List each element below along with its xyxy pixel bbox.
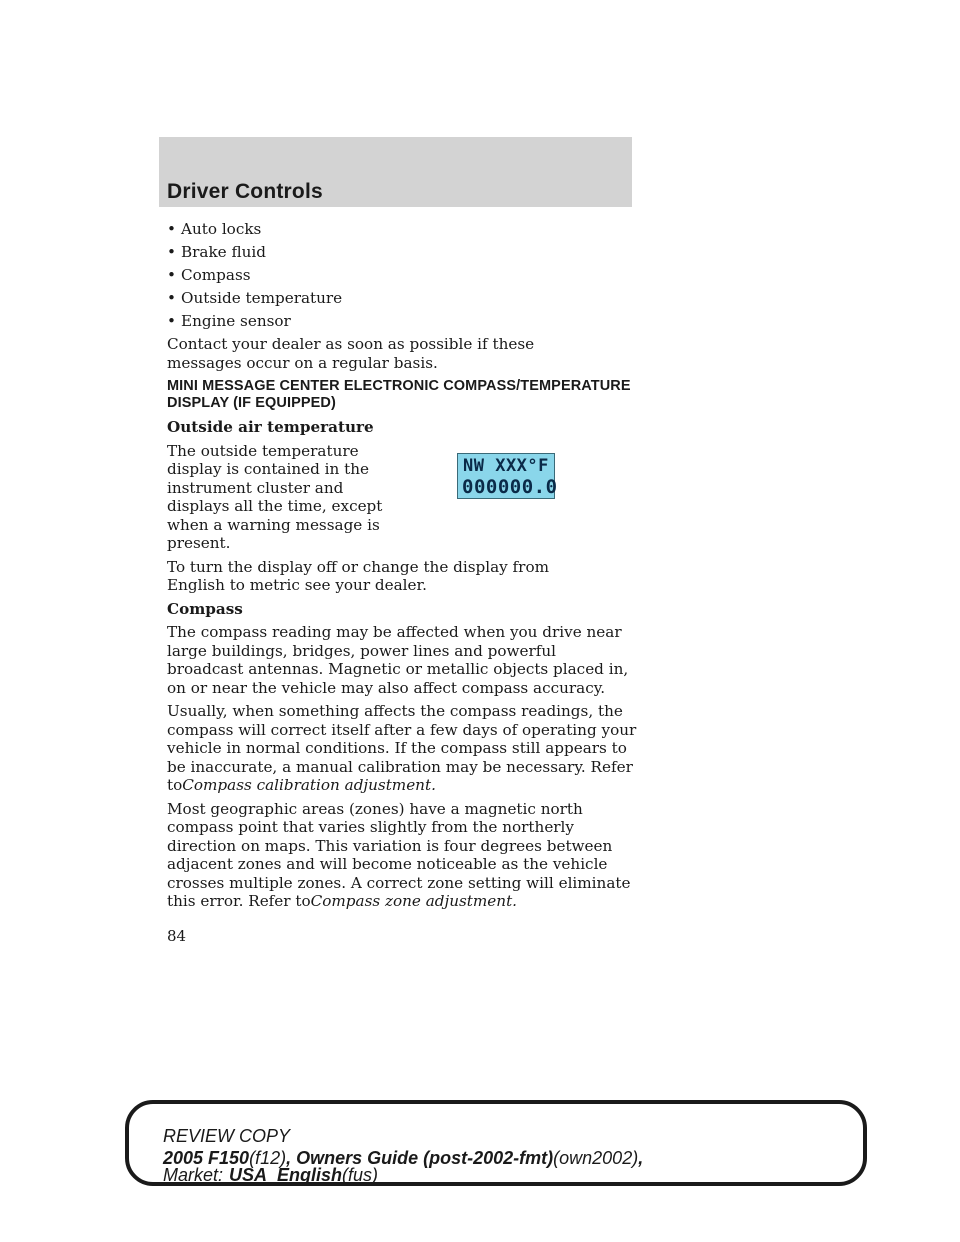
outside-air-paragraph: The outside temperature display is contained in the instrument cluster and displays all the time, except when a warning message is present. bbox=[167, 441, 383, 552]
section-title: Driver Controls bbox=[167, 180, 323, 203]
section-header-bar bbox=[159, 137, 632, 207]
list-item: • Auto locks bbox=[167, 220, 262, 238]
contact-dealer-paragraph: Contact your dealer as soon as possible if these messages occur on a regular basis. bbox=[167, 335, 535, 372]
list-item: • Engine sensor bbox=[167, 312, 291, 330]
compass-paragraph-2: Usually, when something affects the compass readings, the compass will correct itself after a few days of operating your vehicle in normal conditions. If the compass still appears to be inaccurate, a manual calibration may be necessary. Refer toCompass calibration adjustment. bbox=[167, 702, 637, 794]
page-number: 84 bbox=[167, 927, 187, 945]
list-item: • Compass bbox=[167, 266, 251, 284]
compass-heading: Compass bbox=[167, 599, 243, 618]
page-content bbox=[167, 220, 637, 916]
list-item: • Outside temperature bbox=[167, 289, 343, 307]
review-copy-label: REVIEW COPY bbox=[163, 1126, 291, 1146]
compass-temperature-readout: NW XXX°F bbox=[463, 456, 549, 476]
odometer-readout: 000000.0 bbox=[462, 476, 558, 498]
outside-air-heading: Outside air temperature bbox=[167, 418, 374, 436]
compass-temperature-display bbox=[457, 453, 558, 499]
compass-paragraph-1: The compass reading may be affected when you drive near large buildings, bridges, power lines and powerful broadcast antennas. Magnetic or metallic objects placed in, on or near the vehicle may also affect compass accuracy. bbox=[167, 623, 629, 697]
zone-reference: Compass zone adjustment. bbox=[310, 892, 518, 910]
list-item: • Brake fluid bbox=[167, 243, 266, 261]
market-line: Market: USA_English(fus) bbox=[163, 1165, 379, 1185]
compass-paragraph-3: Most geographic areas (zones) have a magnetic north compass point that varies slightly from the northerly direction on maps. This variation is four degrees between adjacent zones and will become noticeable as the vehicle crosses multiple zones. A correct zone setting will eliminate this error. Refer toCompass zone adjustment. bbox=[167, 799, 631, 910]
section-heading: MINI MESSAGE CENTER ELECTRONIC COMPASS/TEMPERATURE DISPLAY (IF EQUIPPED) bbox=[167, 378, 631, 411]
turn-off-paragraph: To turn the display off or change the display from English to metric see your dealer. bbox=[167, 557, 549, 594]
message-list bbox=[167, 220, 637, 335]
document-id-line: 2005 F150(f12), Owners Guide (post-2002-fmt)(own2002), bbox=[163, 1148, 644, 1168]
calibration-reference: Compass calibration adjustment. bbox=[182, 776, 436, 794]
